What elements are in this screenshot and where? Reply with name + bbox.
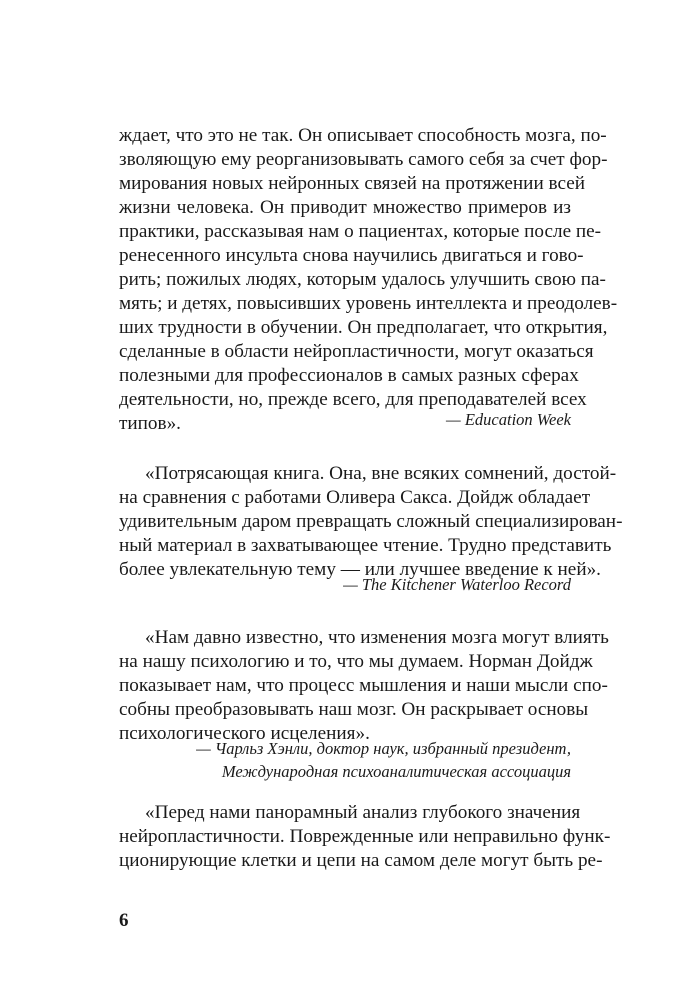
paragraph-review-3 [119,626,609,746]
attribution-review-2 [119,573,571,596]
text-line: собны преобразовывать наш мозг. Он раскрывает основы [119,699,589,720]
text-line: типов». [119,413,181,434]
text-line: мирования новых нейронных связей на протяжении всей [119,173,585,194]
attribution-line: — Education Week [446,410,571,429]
paragraph-review-4 [119,801,611,873]
text-line: показывает нам, что процесс мышления и наши мысли спо- [119,675,608,696]
attribution-review-1 [119,408,571,431]
text-line: психологического исцеления». [119,723,370,744]
text-line: более увлекательную тему — или лучшее введение к ней». [119,559,601,580]
text-line: ренесенного инсульта снова научились двигаться и гово- [119,245,584,266]
text-line: полезными для профессионалов в самых разных сферах [119,365,579,386]
attribution-line: — The Kitchener Waterloo Record [343,575,571,594]
page-number: 6 [119,910,129,931]
attribution-line: — Чарльз Хэнли, доктор наук, избранный президент, [196,739,571,758]
attribution-line: Международная психоаналитическая ассоциация [221,762,571,781]
paragraph-review-1 [119,124,618,436]
text-line: мять; и детях, повысивших уровень интеллекта и преодолев- [119,293,618,314]
text-line: ционирующие клетки и цепи на самом деле могут быть ре- [119,850,603,871]
text-line: удивительным даром превращать сложный специализирован- [119,511,623,532]
text-line: деятельности, но, прежде всего, для преподавателей всех [119,389,587,410]
text-line: рить; пожилых людях, которым удалось улучшить свою па- [119,269,606,290]
text-line: «Перед нами панорамный анализ глубокого значения [145,802,581,823]
paragraph-review-2 [119,462,623,582]
attribution-review-3 [119,737,571,783]
text-line: на нашу психологию и то, что мы думаем. Норман Дойдж [119,651,593,672]
text-line: ших трудности в обучении. Он предполагает, что открытия, [119,317,608,338]
text-line: «Нам давно известно, что изменения мозга могут влиять [145,627,609,648]
text-line: зволяющую ему реорганизовывать самого себя за счет фор- [119,149,608,170]
text-line: «Потрясающая книга. Она, вне всяких сомнений, достой- [145,463,617,484]
text-line: ждает, что это не так. Он описывает способность мозга, по- [119,125,607,146]
text-line: жизни человека. Он приводит множество примеров из [119,197,571,218]
text-line: сделанные в области нейропластичности, могут оказаться [119,341,594,362]
text-line: ный материал в захватывающее чтение. Трудно представить [119,535,612,556]
text-line: на сравнения с работами Оливера Сакса. Дойдж обладает [119,487,591,508]
text-line: нейропластичности. Поврежденные или неправильно функ- [119,826,611,847]
text-line: практики, рассказывая нам о пациентах, которые после пе- [119,221,602,242]
